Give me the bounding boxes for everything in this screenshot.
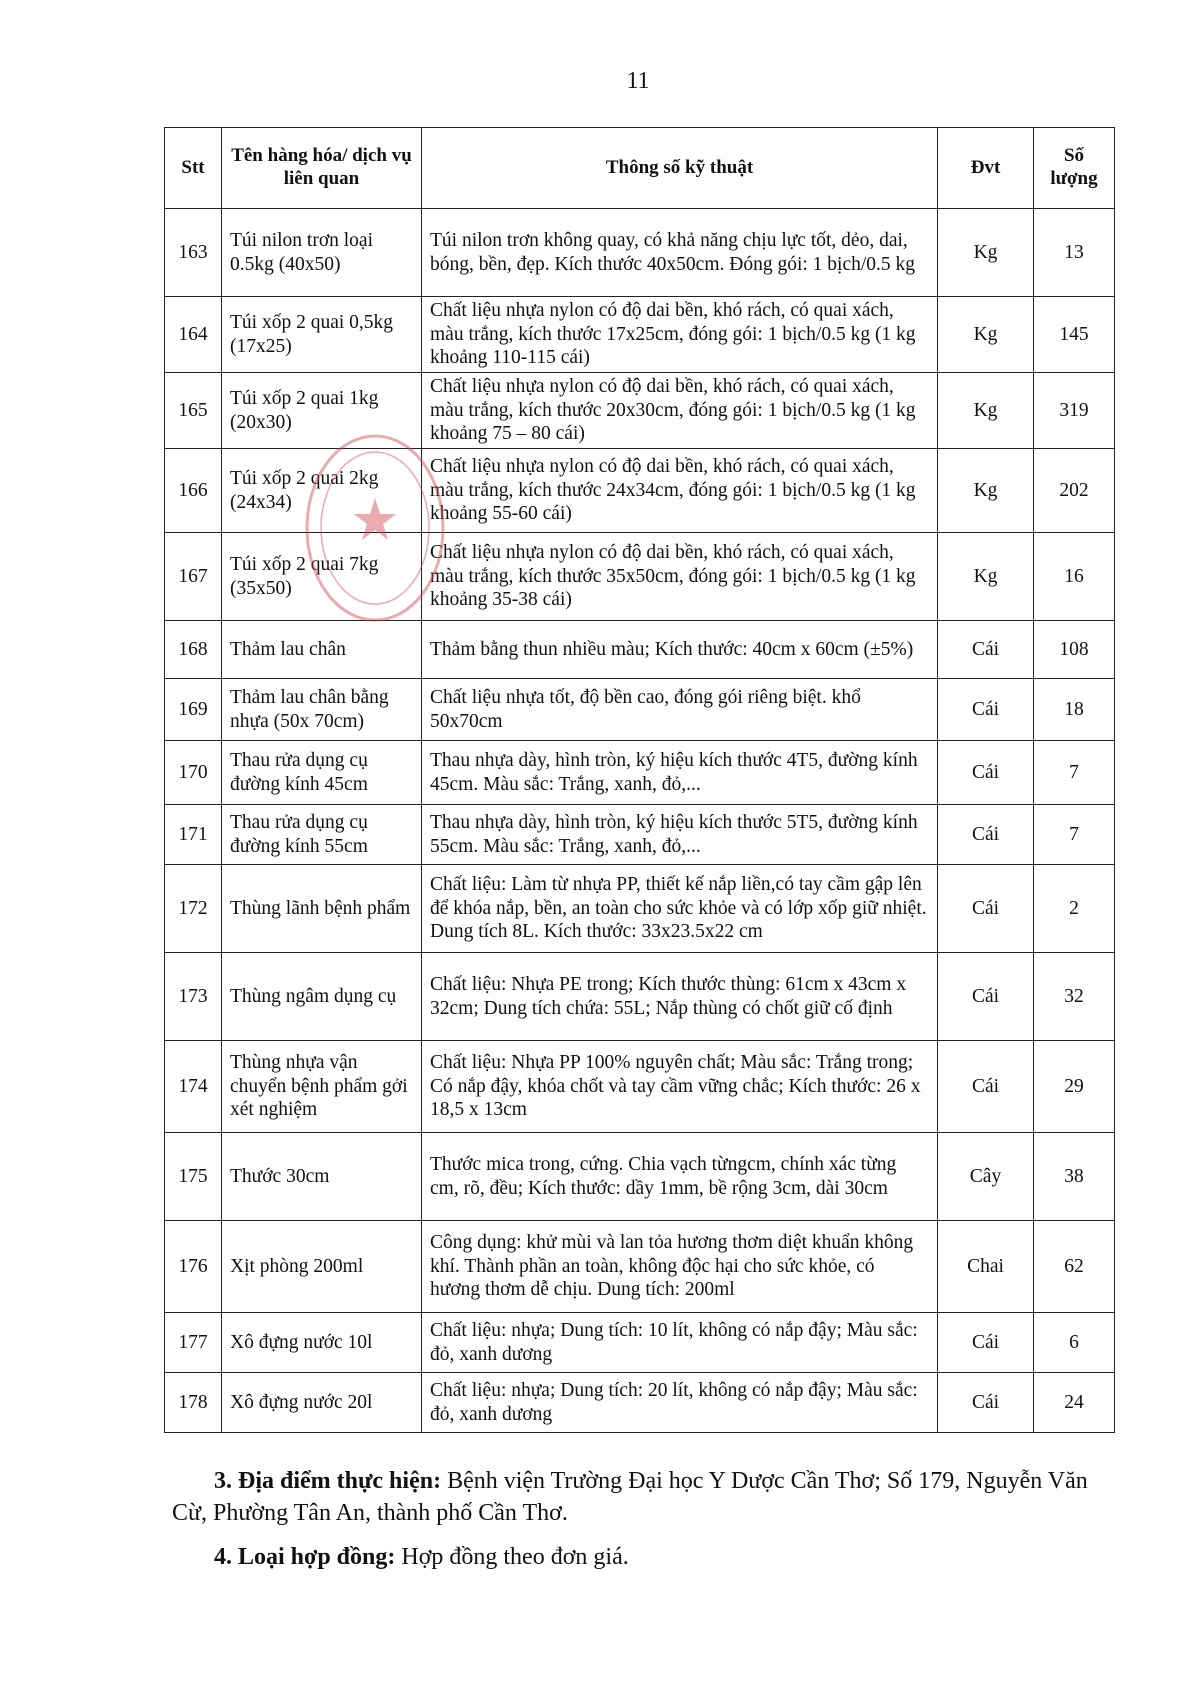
row-name: Thau rửa dụng cụ đường kính 55cm <box>222 805 422 865</box>
row-qty: 13 <box>1034 209 1115 297</box>
row-spec: Công dụng: khử mùi và lan tỏa hương thơm diệt khuẩn không khí. Thành phần an toàn, không độc hại cho sức khỏe, có hương thơm dễ chịu. Dung tích: 200ml <box>422 1221 938 1313</box>
section-location-label: 3. Địa điểm thực hiện: <box>214 1468 442 1494</box>
row-unit: Kg <box>938 533 1034 621</box>
table-row <box>165 805 1115 865</box>
row-qty: 202 <box>1034 449 1115 533</box>
row-unit: Chai <box>938 1221 1034 1313</box>
section-contract-label: 4. Loại hợp đồng: <box>214 1544 396 1570</box>
row-stt: 175 <box>165 1133 222 1221</box>
row-qty: 6 <box>1034 1313 1115 1373</box>
table-row <box>165 621 1115 679</box>
row-stt: 173 <box>165 953 222 1041</box>
row-unit: Kg <box>938 449 1034 533</box>
row-name: Xịt phòng 200ml <box>222 1221 422 1313</box>
table-row <box>165 679 1115 741</box>
row-stt: 165 <box>165 373 222 449</box>
row-unit: Kg <box>938 373 1034 449</box>
row-qty: 7 <box>1034 805 1115 865</box>
row-stt: 178 <box>165 1373 222 1433</box>
row-qty: 24 <box>1034 1373 1115 1433</box>
header-unit: Đvt <box>938 128 1034 209</box>
row-name: Túi nilon trơn loại 0.5kg (40x50) <box>222 209 422 297</box>
header-qty: Số lượng <box>1034 128 1115 209</box>
table-header-row <box>165 128 1115 209</box>
row-stt: 172 <box>165 865 222 953</box>
table-row <box>165 373 1115 449</box>
row-name: Thảm lau chân <box>222 621 422 679</box>
row-stt: 166 <box>165 449 222 533</box>
row-qty: 2 <box>1034 865 1115 953</box>
table-body <box>165 209 1115 1433</box>
row-qty: 7 <box>1034 741 1115 805</box>
row-unit: Cái <box>938 621 1034 679</box>
section-contract-text: Hợp đồng theo đơn giá. <box>395 1544 629 1570</box>
table-row <box>165 953 1115 1041</box>
row-unit: Cái <box>938 1041 1034 1133</box>
row-stt: 171 <box>165 805 222 865</box>
row-name: Thùng lãnh bệnh phẩm <box>222 865 422 953</box>
page-number: 11 <box>626 68 650 94</box>
table-row <box>165 533 1115 621</box>
row-qty: 38 <box>1034 1133 1115 1221</box>
row-spec: Chất liệu nhựa nylon có độ dai bền, khó rách, có quai xách, màu trắng, kích thước 20x30cm, đóng gói: 1 bịch/0.5 kg (1 kg khoảng 75 – 80 cái) <box>422 373 938 449</box>
row-name: Túi xốp 2 quai 0,5kg (17x25) <box>222 297 422 373</box>
row-spec: Chất liệu: nhựa; Dung tích: 20 lít, không có nắp đậy; Màu sắc: đỏ, xanh dương <box>422 1373 938 1433</box>
row-unit: Cây <box>938 1133 1034 1221</box>
row-stt: 167 <box>165 533 222 621</box>
row-unit: Cái <box>938 741 1034 805</box>
table-row <box>165 865 1115 953</box>
row-stt: 176 <box>165 1221 222 1313</box>
header-spec: Thông số kỹ thuật <box>422 128 938 209</box>
row-qty: 16 <box>1034 533 1115 621</box>
row-spec: Thảm bằng thun nhiều màu; Kích thước: 40cm x 60cm (±5%) <box>422 621 938 679</box>
row-stt: 168 <box>165 621 222 679</box>
row-spec: Thước mica trong, cứng. Chia vạch từngcm, chính xác từng cm, rõ, đều; Kích thước: dầy 1mm, bề rộng 3cm, dài 30cm <box>422 1133 938 1221</box>
row-spec: Chất liệu nhựa nylon có độ dai bền, khó rách, có quai xách, màu trắng, kích thước 24x34cm, đóng gói: 1 bịch/0.5 kg (1 kg khoảng 55-60 cái) <box>422 449 938 533</box>
table-row <box>165 1133 1115 1221</box>
row-name: Thùng nhựa vận chuyển bệnh phẩm gởi xét nghiệm <box>222 1041 422 1133</box>
row-spec: Chất liệu nhựa nylon có độ dai bền, khó rách, có quai xách, màu trắng, kích thước 35x50cm, đóng gói: 1 bịch/0.5 kg (1 kg khoảng 35-38 cái) <box>422 533 938 621</box>
row-unit: Cái <box>938 1313 1034 1373</box>
table-row <box>165 1373 1115 1433</box>
row-unit: Cái <box>938 865 1034 953</box>
header-name: Tên hàng hóa/ dịch vụ liên quan <box>222 128 422 209</box>
row-name: Thau rửa dụng cụ đường kính 45cm <box>222 741 422 805</box>
row-spec: Túi nilon trơn không quay, có khả năng chịu lực tốt, dẻo, dai, bóng, bền, đẹp. Kích thước 40x50cm. Đóng gói: 1 bịch/0.5 kg <box>422 209 938 297</box>
row-qty: 29 <box>1034 1041 1115 1133</box>
row-spec: Chất liệu: Làm từ nhựa PP, thiết kế nắp liền,có tay cầm gập lên để khóa nắp, bền, an toàn cho sức khỏe và có lớp xốp giữ nhiệt. Dung tích 8L. Kích thước: 33x23.5x22 cm <box>422 865 938 953</box>
table-row <box>165 741 1115 805</box>
row-stt: 163 <box>165 209 222 297</box>
row-unit: Cái <box>938 953 1034 1041</box>
row-name: Túi xốp 2 quai 1kg (20x30) <box>222 373 422 449</box>
row-spec: Chất liệu: Nhựa PE trong; Kích thước thùng: 61cm x 43cm x 32cm; Dung tích chứa: 55L; Nắp thùng có chốt giữ cố định <box>422 953 938 1041</box>
specification-table <box>164 127 1115 1433</box>
row-unit: Cái <box>938 805 1034 865</box>
row-name: Xô đựng nước 10l <box>222 1313 422 1373</box>
row-stt: 164 <box>165 297 222 373</box>
table-row <box>165 297 1115 373</box>
row-qty: 145 <box>1034 297 1115 373</box>
table-row <box>165 1221 1115 1313</box>
row-name: Thước 30cm <box>222 1133 422 1221</box>
table-row <box>165 449 1115 533</box>
row-stt: 177 <box>165 1313 222 1373</box>
row-spec: Chất liệu nhựa nylon có độ dai bền, khó rách, có quai xách, màu trắng, kích thước 17x25cm, đóng gói: 1 bịch/0.5 kg (1 kg khoảng 110-115 cái) <box>422 297 938 373</box>
section-location-text: Bệnh viện Trường Đại học Y Dược Cần Thơ; Số 179, Nguyễn Văn Cừ, Phường Tân An, thành phố Cần Thơ. <box>172 1468 1088 1527</box>
row-spec: Chất liệu: Nhựa PP 100% nguyên chất; Màu sắc: Trắng trong; Có nắp đậy, khóa chốt và tay cầm vững chắc; Kích thước: 26 x 18,5 x 13cm <box>422 1041 938 1133</box>
row-name: Xô đựng nước 20l <box>222 1373 422 1433</box>
section-contract-type <box>172 1541 1122 1573</box>
row-unit: Kg <box>938 297 1034 373</box>
row-spec: Chất liệu nhựa tốt, độ bền cao, đóng gói riêng biệt. khổ 50x70cm <box>422 679 938 741</box>
row-spec: Thau nhựa dày, hình tròn, ký hiệu kích thước 5T5, đường kính 55cm. Màu sắc: Trắng, xanh, đỏ,... <box>422 805 938 865</box>
table-row <box>165 209 1115 297</box>
table-row <box>165 1041 1115 1133</box>
row-name: Túi xốp 2 quai 7kg (35x50) <box>222 533 422 621</box>
table-row <box>165 1313 1115 1373</box>
section-location <box>172 1465 1122 1530</box>
row-qty: 108 <box>1034 621 1115 679</box>
row-qty: 62 <box>1034 1221 1115 1313</box>
row-unit: Kg <box>938 209 1034 297</box>
row-stt: 174 <box>165 1041 222 1133</box>
row-spec: Thau nhựa dày, hình tròn, ký hiệu kích thước 4T5, đường kính 45cm. Màu sắc: Trắng, xanh, đỏ,... <box>422 741 938 805</box>
row-qty: 32 <box>1034 953 1115 1041</box>
row-name: Túi xốp 2 quai 2kg (24x34) <box>222 449 422 533</box>
row-unit: Cái <box>938 1373 1034 1433</box>
row-unit: Cái <box>938 679 1034 741</box>
row-qty: 18 <box>1034 679 1115 741</box>
row-spec: Chất liệu: nhựa; Dung tích: 10 lít, không có nắp đậy; Màu sắc: đỏ, xanh dương <box>422 1313 938 1373</box>
row-name: Thùng ngâm dụng cụ <box>222 953 422 1041</box>
header-stt: Stt <box>165 128 222 209</box>
row-stt: 170 <box>165 741 222 805</box>
row-qty: 319 <box>1034 373 1115 449</box>
row-name: Thảm lau chân bằng nhựa (50x 70cm) <box>222 679 422 741</box>
row-stt: 169 <box>165 679 222 741</box>
